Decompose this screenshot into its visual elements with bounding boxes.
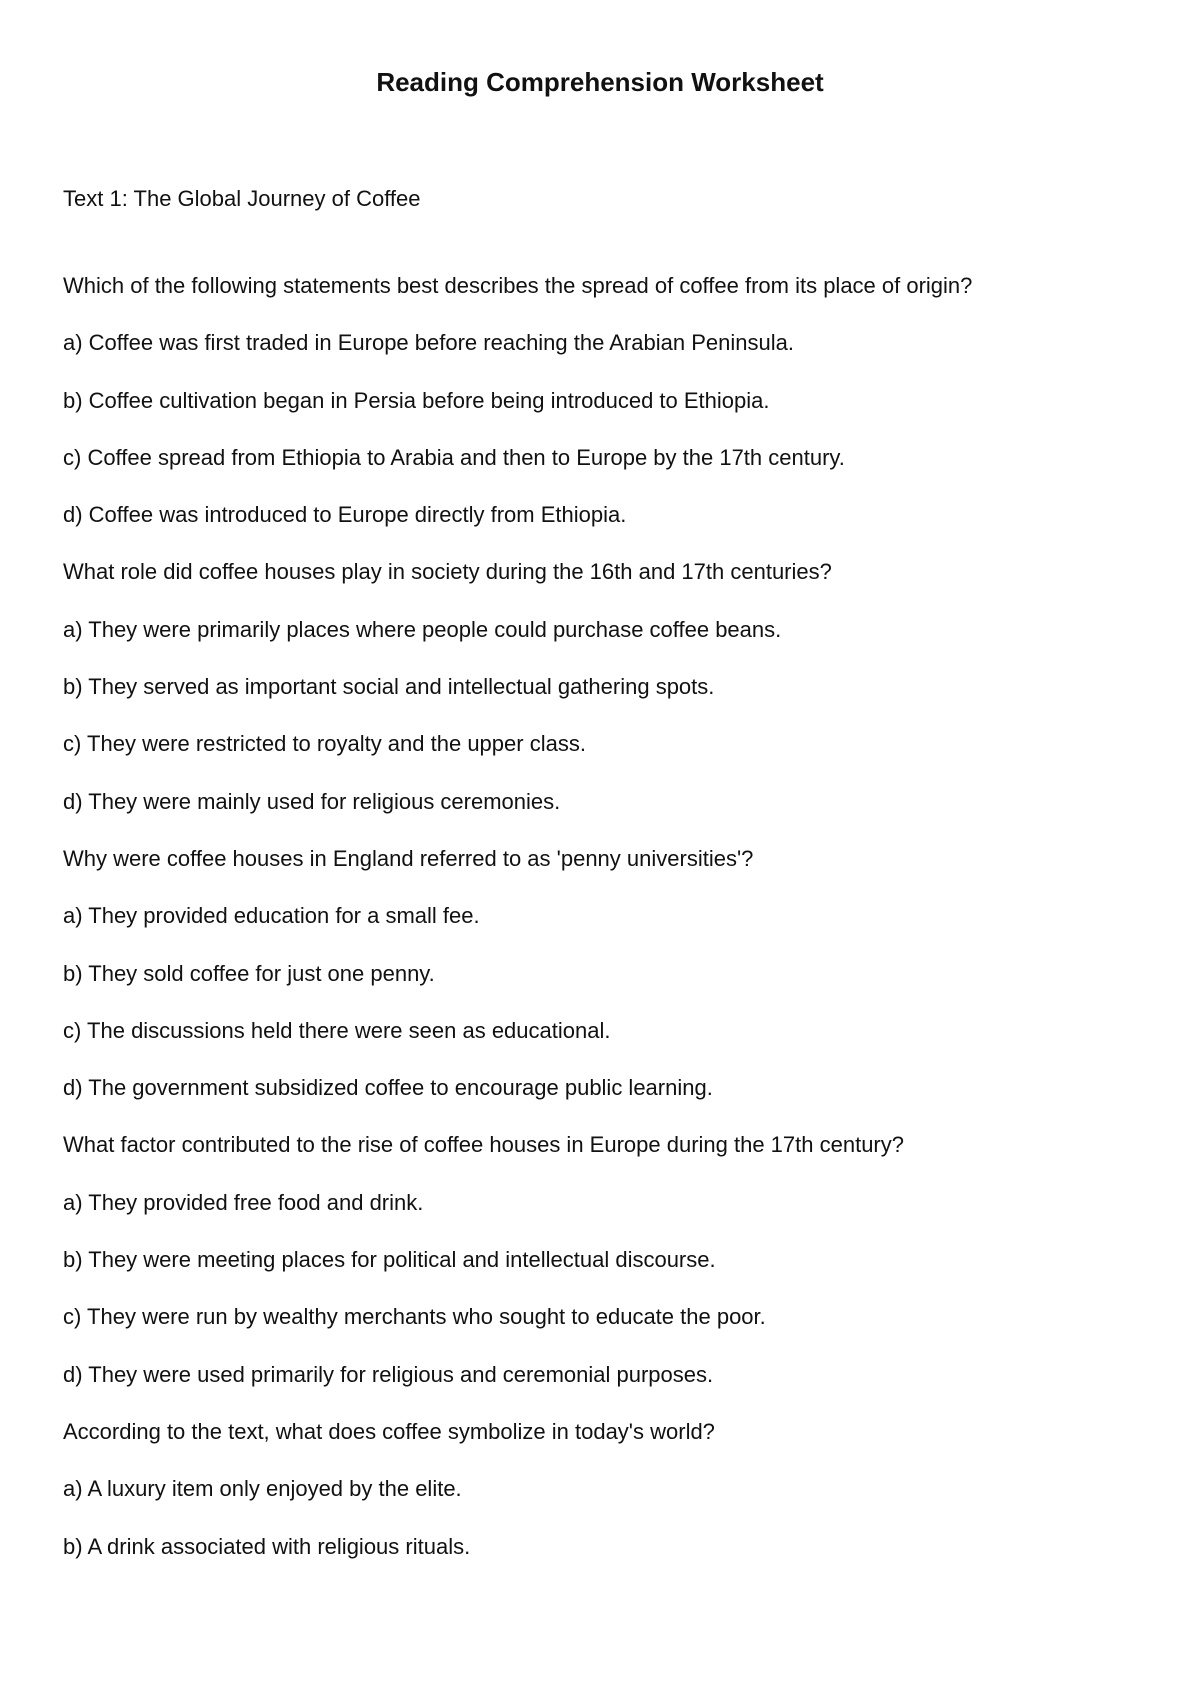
question-1-option-a: a) Coffee was first traded in Europe before reaching the Arabian Peninsula.	[63, 330, 794, 356]
question-2-option-c: c) They were restricted to royalty and the upper class.	[63, 731, 586, 757]
question-3-option-a: a) They provided education for a small fee.	[63, 903, 480, 929]
question-1-option-d: d) Coffee was introduced to Europe directly from Ethiopia.	[63, 502, 627, 528]
question-3-option-c: c) The discussions held there were seen as educational.	[63, 1017, 611, 1043]
question-3-option-b: b) They sold coffee for just one penny.	[63, 960, 435, 986]
question-2: What role did coffee houses play in society during the 16th and 17th centuries?	[63, 559, 832, 585]
question-4-option-b: b) They were meeting places for political and intellectual discourse.	[63, 1247, 716, 1273]
question-4-option-c: c) They were run by wealthy merchants who sought to educate the poor.	[63, 1304, 766, 1330]
question-5: According to the text, what does coffee symbolize in today's world?	[63, 1418, 715, 1444]
text-title: Text 1: The Global Journey of Coffee	[63, 186, 421, 211]
question-4-option-a: a) They provided free food and drink.	[63, 1189, 424, 1215]
question-2-option-a: a) They were primarily places where people could purchase coffee beans.	[63, 616, 782, 642]
question-2-option-b: b) They served as important social and intellectual gathering spots.	[63, 674, 715, 700]
question-list	[63, 272, 1163, 1590]
question-5-option-a: a) A luxury item only enjoyed by the elite.	[63, 1476, 462, 1502]
question-3: Why were coffee houses in England referred to as 'penny universities'?	[63, 845, 754, 871]
question-5-option-b: b) A drink associated with religious rituals.	[63, 1533, 471, 1559]
question-1-option-b: b) Coffee cultivation began in Persia before being introduced to Ethiopia.	[63, 387, 770, 413]
page-title: Reading Comprehension Worksheet	[376, 67, 824, 97]
question-1-option-c: c) Coffee spread from Ethiopia to Arabia and then to Europe by the 17th century.	[63, 444, 845, 470]
question-4: What factor contributed to the rise of coffee houses in Europe during the 17th century?	[63, 1132, 904, 1158]
question-3-option-d: d) The government subsidized coffee to encourage public learning.	[63, 1075, 713, 1101]
question-4-option-d: d) They were used primarily for religious and ceremonial purposes.	[63, 1361, 714, 1387]
question-1: Which of the following statements best describes the spread of coffee from its place of origin?	[63, 273, 973, 298]
question-2-option-d: d) They were mainly used for religious ceremonies.	[63, 788, 561, 814]
